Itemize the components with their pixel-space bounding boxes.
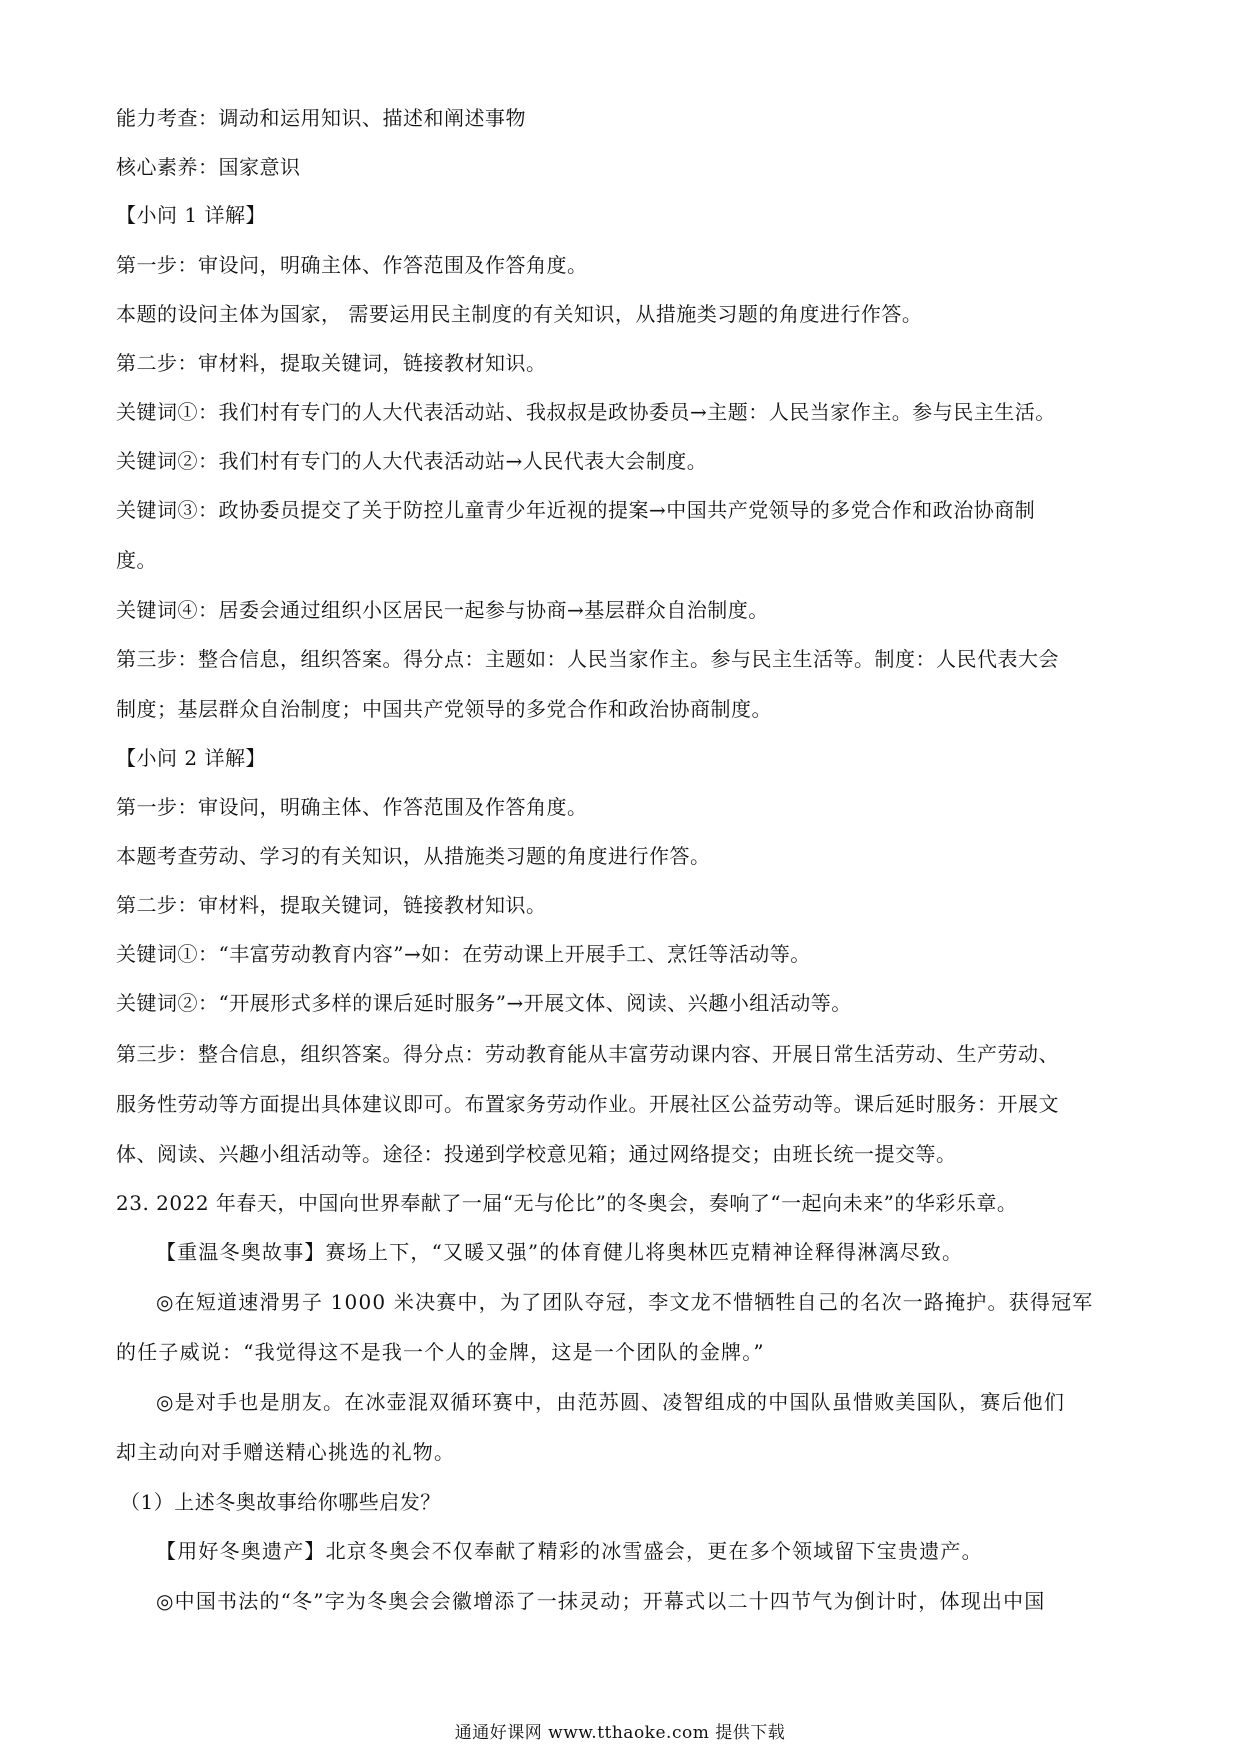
material-line: 却主动向对手赠送精心挑选的礼物。 (116, 1440, 456, 1464)
text-line: 第一步：审设问，明确主体、作答范围及作答角度。 (116, 253, 588, 277)
sub-question: （1）上述冬奥故事给你哪些启发？ (120, 1490, 441, 1514)
text-line: 第二步：审材料，提取关键词，链接教材知识。 (116, 893, 547, 917)
text-line: 制度；基层群众自治制度；中国共产党领导的多党合作和政治协商制度。 (116, 697, 772, 721)
text-line: 服务性劳动等方面提出具体建议即可。布置家务劳动作业。开展社区公益劳动等。课后延时服务：开展文 (116, 1092, 1059, 1116)
text-line: 本题的设问主体为国家， 需要运用民主制度的有关知识，从措施类习题的角度进行作答。 (116, 302, 923, 326)
question-line: 23. 2022 年春天，中国向世界奉献了一届“无与伦比”的冬奥会，奏响了“一起向未来”的华彩乐章。 (116, 1191, 1018, 1215)
text-line: 关键词②：“开展形式多样的课后延时服务”→开展文体、阅读、兴趣小组活动等。 (116, 991, 852, 1015)
text-line: 关键词③：政协委员提交了关于防控儿童青少年近视的提案→中国共产党领导的多党合作和政治协商制 (116, 498, 1036, 522)
material-line: ◎在短道速滑男子 1000 米决赛中，为了团队夺冠，李文龙不惜牺牲自己的名次一路掩护。获得冠军 (156, 1290, 1094, 1314)
text-line: 关键词④：居委会通过组织小区居民一起参与协商→基层群众自治制度。 (116, 598, 769, 622)
text-line: 关键词②：我们村有专门的人大代表活动站→人民代表大会制度。 (116, 449, 708, 473)
material-line: 的任子威说：“我觉得这不是我一个人的金牌，这是一个团队的金牌。” (116, 1340, 765, 1364)
text-line: 第二步：审材料，提取关键词，链接教材知识。 (116, 351, 547, 375)
page-footer: 通通好课网 www.tthaoke.com 提供下载 (454, 1723, 786, 1743)
text-line: 第三步：整合信息，组织答案。得分点：主题如：人民当家作主。参与民主生活等。制度：人民代表大会 (116, 647, 1059, 671)
text-line: 第三步：整合信息，组织答案。得分点：劳动教育能从丰富劳动课内容、开展日常生活劳动、生产劳动、 (116, 1042, 1059, 1066)
text-line: 关键词①：“丰富劳动教育内容”→如：在劳动课上开展手工、烹饪等活动等。 (116, 942, 811, 966)
text-line: 能力考查：调动和运用知识、描述和阐述事物 (116, 106, 526, 130)
section-heading: 【小问 2 详解】 (116, 746, 266, 770)
text-line: 体、阅读、兴趣小组活动等。途径：投递到学校意见箱；通过网络提交；由班长统一提交等。 (116, 1142, 957, 1166)
material-line: ◎是对手也是朋友。在冰壶混双循环赛中，由范苏圆、凌智组成的中国队虽惜败美国队，赛后他们 (156, 1390, 1066, 1414)
section-heading: 【小问 1 详解】 (116, 203, 266, 227)
material-line: ◎中国书法的“冬”字为冬奥会会徽增添了一抹灵动；开幕式以二十四节气为倒计时，体现出中国 (156, 1589, 1046, 1613)
material-line: 【用好冬奥遗产】北京冬奥会不仅奉献了精彩的冰雪盛会，更在多个领域留下宝贵遗产。 (156, 1539, 983, 1563)
text-line: 核心素养：国家意识 (116, 155, 301, 179)
material-line: 【重温冬奥故事】赛场上下，“又暖又强”的体育健儿将奥林匹克精神诠释得淋漓尽致。 (156, 1240, 964, 1264)
text-line: 度。 (116, 548, 157, 572)
text-line: 第一步：审设问，明确主体、作答范围及作答角度。 (116, 795, 588, 819)
text-line: 本题考查劳动、学习的有关知识，从措施类习题的角度进行作答。 (116, 844, 711, 868)
text-line: 关键词①：我们村有专门的人大代表活动站、我叔叔是政协委员→主题：人民当家作主。参与民主生活。 (116, 400, 1056, 424)
